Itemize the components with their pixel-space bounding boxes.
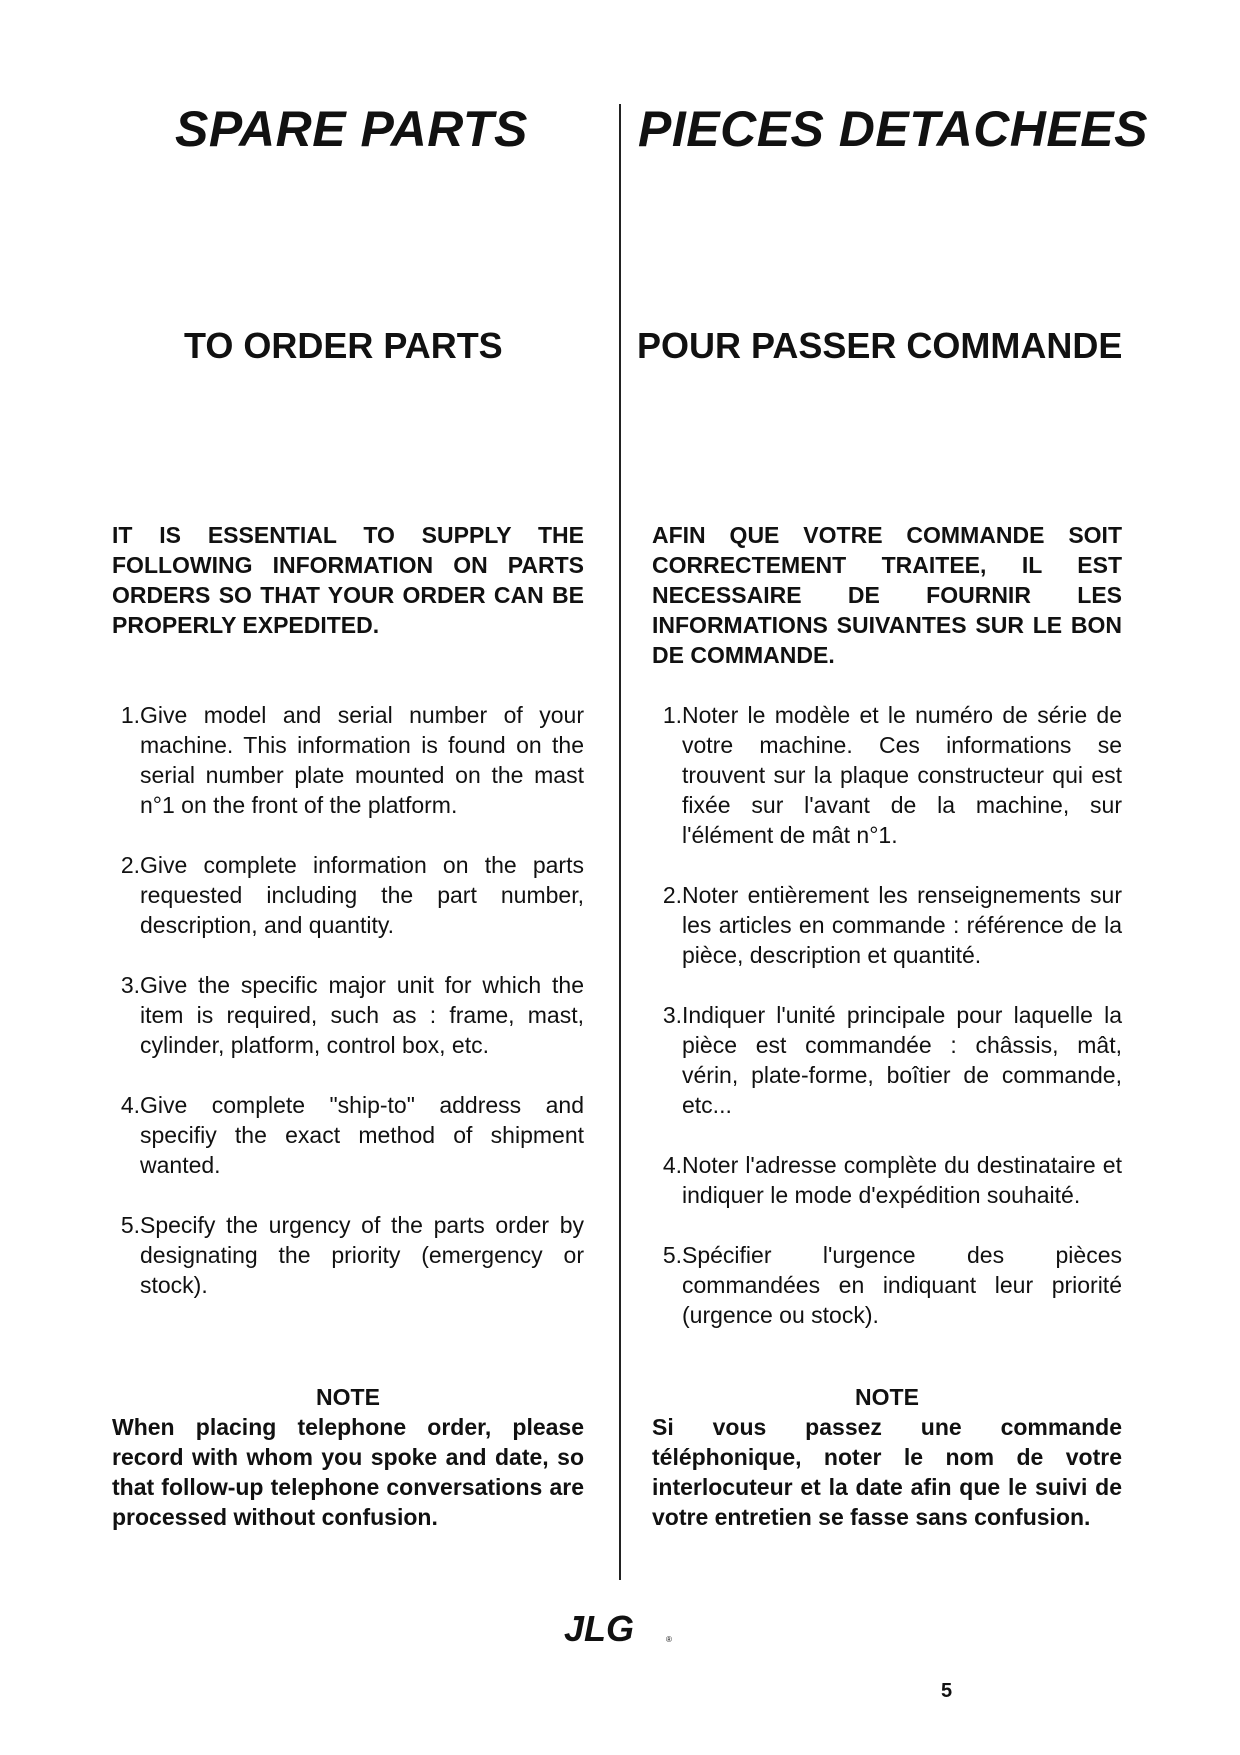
steps-french xyxy=(652,700,1122,1360)
note-heading: NOTE xyxy=(316,1384,380,1410)
list-item: 3. Give the specific major unit for which the item is required, such as : frame, mast, cylinder, platform, control box, etc. xyxy=(120,972,584,1058)
list-item: 1. Noter le modèle et le numéro de série de votre machine. Ces informations se trouvent sur la plaque constructeur qui est fixée sur l'avant de la machine, sur l'élément de mât n°1. xyxy=(662,702,1122,848)
intro-french: AFIN QUE VOTRE COMMANDE SOIT CORRECTEMENT TRAITEE, IL EST NECESSAIRE DE FOURNIR LES INFORMATIONS SUIVANTES SUR LE BON DE COMMANDE. xyxy=(652,522,1122,668)
note-text: Si vous passez une commande téléphonique, noter le nom de votre interlocuteur et la date afin que le suivi de votre entretien se fasse sans confusion. xyxy=(652,1414,1122,1530)
title-pieces-detachees: PIECES DETACHEES xyxy=(638,101,1148,157)
svg-text:JLG: JLG xyxy=(564,1608,635,1648)
page-number: 5 xyxy=(941,1680,953,1702)
list-item: 5. Spécifier l'urgence des pièces commandées en indiquant leur priorité (urgence ou stock). xyxy=(662,1242,1122,1328)
subtitle-to-order-parts: TO ORDER PARTS xyxy=(184,325,503,366)
subtitle-pour-passer-commande: POUR PASSER COMMANDE xyxy=(637,325,1123,366)
column-divider xyxy=(619,104,621,1580)
list-item: 2. Give complete information on the parts requested including the part number, description, and quantity. xyxy=(120,852,584,938)
note-french xyxy=(652,1382,1122,1532)
note-english xyxy=(112,1382,584,1532)
list-item: 1. Give model and serial number of your machine. This information is found on the serial number plate mounted on the mast n°1 on the front of the platform. xyxy=(120,702,584,818)
title-spare-parts: SPARE PARTS xyxy=(175,101,528,157)
note-text: When placing telephone order, please record with whom you spoke and date, so that follow-up telephone conversations are processed without confusion. xyxy=(112,1414,584,1530)
list-item: 4. Give complete "ship-to" address and specifiy the exact method of shipment wanted. xyxy=(120,1092,584,1178)
note-heading: NOTE xyxy=(855,1384,919,1410)
svg-text:®: ® xyxy=(666,1635,672,1644)
list-item: 3. Indiquer l'unité principale pour laquelle la pièce est commandée : châssis, mât, vérin, plate-forme, boîtier de commande, etc... xyxy=(662,1002,1122,1118)
list-item: 5. Specify the urgency of the parts order by designating the priority (emergency or stock). xyxy=(120,1212,584,1298)
jlg-logo xyxy=(560,1608,676,1648)
steps-english xyxy=(112,700,584,1330)
intro-english: IT IS ESSENTIAL TO SUPPLY THE FOLLOWING INFORMATION ON PARTS ORDERS SO THAT YOUR ORDER CAN BE PROPERLY EXPEDITED. xyxy=(112,522,584,638)
list-item: 2. Noter entièrement les renseignements sur les articles en commande : référence de la pièce, description et quantité. xyxy=(662,882,1122,968)
list-item: 4. Noter l'adresse complète du destinataire et indiquer le mode d'expédition souhaité. xyxy=(662,1152,1122,1208)
